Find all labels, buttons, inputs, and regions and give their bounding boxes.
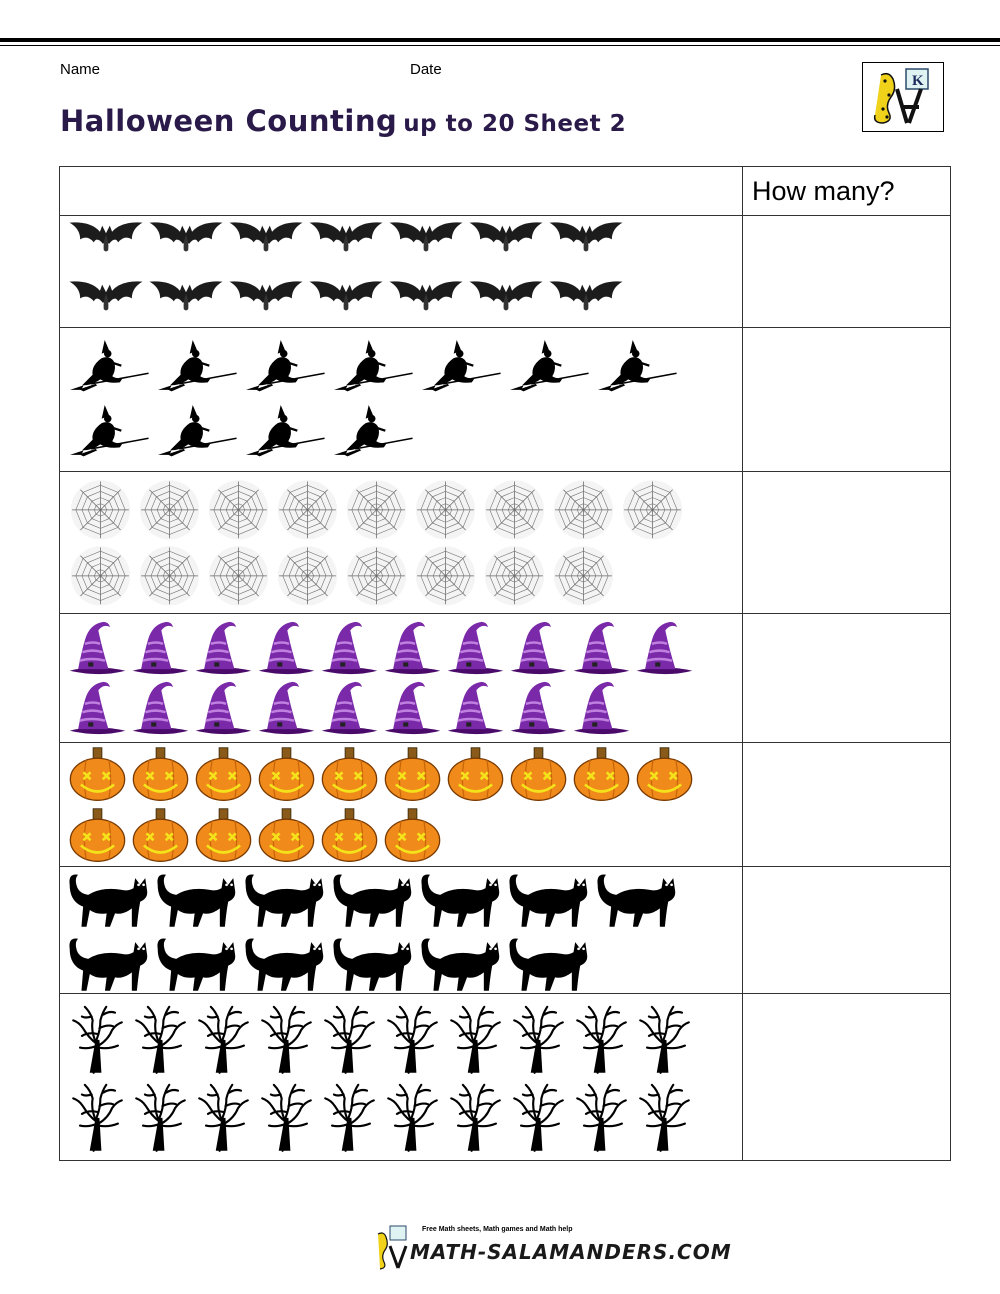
pumpkin-icon: [192, 807, 255, 863]
pumpkin-icon: [633, 746, 696, 802]
cat-icon: [594, 868, 682, 928]
pumpkin-icon: [66, 746, 129, 802]
witch-icon: [154, 402, 242, 462]
title-sub: up to 20 Sheet 2: [403, 111, 627, 137]
cat-icon: [66, 868, 154, 928]
tree-icon: [633, 1079, 696, 1153]
bat-icon: [66, 274, 146, 329]
witch-hat-icon: [255, 620, 318, 676]
bat-icon: [66, 215, 146, 270]
footer-salamander-icon: [370, 1224, 410, 1272]
pumpkin-icon: [381, 807, 444, 863]
tree-icon: [507, 1079, 570, 1153]
spiderweb-icon: [204, 545, 273, 607]
table-row: [60, 472, 951, 614]
tree-icon: [570, 1001, 633, 1075]
pumpkin-icon: [381, 746, 444, 802]
pumpkin-icon: [444, 746, 507, 802]
tree-icon: [633, 1001, 696, 1075]
footer-logo: [370, 1224, 732, 1272]
spiderweb-icon: [342, 479, 411, 541]
tree-group: [60, 995, 742, 1160]
spiderweb-group: [60, 473, 742, 613]
cat-icon: [66, 932, 154, 992]
cat-icon: [418, 868, 506, 928]
witch-hat-icon: [444, 680, 507, 736]
tree-icon: [381, 1079, 444, 1153]
spiderweb-icon: [342, 545, 411, 607]
spiderweb-icon: [618, 479, 687, 541]
table-row: [60, 743, 951, 867]
witch-picture-cell: [60, 328, 743, 472]
bat-icon: [306, 215, 386, 270]
spiderweb-icon: [204, 479, 273, 541]
answer-field[interactable]: [743, 743, 951, 867]
witch-icon: [330, 402, 418, 462]
bat-icon: [146, 274, 226, 329]
witch-hat-icon: [633, 620, 696, 676]
bat-icon: [466, 274, 546, 329]
witch-icon: [594, 337, 682, 397]
spiderweb-picture-cell: [60, 472, 743, 614]
spiderweb-icon: [66, 545, 135, 607]
witch-hat-icon: [129, 680, 192, 736]
spiderweb-icon: [273, 479, 342, 541]
cat-icon: [506, 932, 594, 992]
answer-field[interactable]: [743, 867, 951, 994]
answer-field[interactable]: [743, 328, 951, 472]
tree-icon: [192, 1001, 255, 1075]
table-row: [60, 216, 951, 328]
bat-icon: [466, 215, 546, 270]
spiderweb-icon: [66, 479, 135, 541]
witch-hat-icon: [318, 620, 381, 676]
cat-icon: [330, 868, 418, 928]
pumpkin-icon: [318, 746, 381, 802]
tree-icon: [507, 1001, 570, 1075]
spiderweb-icon: [135, 545, 204, 607]
top-rule: [0, 38, 1000, 42]
how-many-header: How many?: [743, 167, 951, 216]
spiderweb-icon: [135, 479, 204, 541]
pumpkin-group: [60, 744, 742, 866]
spiderweb-icon: [549, 479, 618, 541]
witch-hat-picture-cell: [60, 614, 743, 743]
salamander-icon: [863, 63, 943, 131]
tree-icon: [66, 1079, 129, 1153]
witch-hat-group: [60, 615, 742, 742]
table-row: [60, 867, 951, 994]
cat-icon: [242, 868, 330, 928]
pumpkin-icon: [570, 746, 633, 802]
answer-field[interactable]: [743, 994, 951, 1161]
witch-icon: [330, 337, 418, 397]
bat-icon: [226, 274, 306, 329]
tree-icon: [129, 1001, 192, 1075]
pumpkin-icon: [66, 807, 129, 863]
tree-icon: [381, 1001, 444, 1075]
salamander-logo: [862, 62, 944, 132]
cat-icon: [242, 932, 330, 992]
spiderweb-icon: [480, 545, 549, 607]
table-row: [60, 328, 951, 472]
witch-icon: [242, 337, 330, 397]
pumpkin-icon: [129, 746, 192, 802]
bat-icon: [306, 274, 386, 329]
pumpkin-icon: [318, 807, 381, 863]
tree-icon: [192, 1079, 255, 1153]
bat-icon: [546, 274, 626, 329]
cat-icon: [506, 868, 594, 928]
spiderweb-icon: [411, 479, 480, 541]
bat-icon: [386, 215, 466, 270]
witch-hat-icon: [381, 680, 444, 736]
tree-icon: [318, 1001, 381, 1075]
bat-picture-cell: [60, 216, 743, 328]
svg-text:K: K: [912, 73, 924, 89]
witch-hat-icon: [570, 680, 633, 736]
counting-table: [59, 166, 951, 1161]
witch-hat-icon: [192, 680, 255, 736]
footer-tagline: Free Math sheets, Math games and Math help: [422, 1226, 573, 1233]
witch-hat-icon: [318, 680, 381, 736]
answer-field[interactable]: [743, 216, 951, 328]
title-main: Halloween Counting: [60, 104, 398, 138]
witch-hat-icon: [507, 620, 570, 676]
spiderweb-icon: [411, 545, 480, 607]
pumpkin-icon: [129, 807, 192, 863]
tree-icon: [318, 1079, 381, 1153]
cat-picture-cell: [60, 867, 743, 994]
name-label: Name: [60, 61, 101, 78]
pumpkin-icon: [192, 746, 255, 802]
bat-icon: [226, 215, 306, 270]
witch-icon: [66, 402, 154, 462]
top-rule-thin: [0, 45, 1000, 46]
tree-picture-cell: [60, 994, 743, 1161]
table-row: [60, 614, 951, 743]
pumpkin-picture-cell: [60, 743, 743, 867]
witch-hat-icon: [255, 680, 318, 736]
witch-hat-icon: [507, 680, 570, 736]
tree-icon: [255, 1079, 318, 1153]
header-empty-cell: [60, 167, 743, 216]
spiderweb-icon: [273, 545, 342, 607]
cat-group: [60, 868, 742, 993]
date-label: Date: [410, 61, 442, 78]
witch-hat-icon: [129, 620, 192, 676]
page-title: [60, 104, 626, 138]
tree-icon: [444, 1001, 507, 1075]
tree-icon: [255, 1001, 318, 1075]
witch-hat-icon: [192, 620, 255, 676]
spiderweb-icon: [549, 545, 618, 607]
pumpkin-icon: [255, 746, 318, 802]
witch-icon: [242, 402, 330, 462]
footer-site: MATH-SALAMANDERS.COM: [410, 1240, 732, 1264]
tree-icon: [129, 1079, 192, 1153]
pumpkin-icon: [507, 746, 570, 802]
table-row: [60, 994, 951, 1161]
witch-icon: [506, 337, 594, 397]
cat-icon: [154, 932, 242, 992]
cat-icon: [330, 932, 418, 992]
witch-hat-icon: [381, 620, 444, 676]
pumpkin-icon: [255, 807, 318, 863]
answer-field[interactable]: [743, 614, 951, 743]
witch-hat-icon: [444, 620, 507, 676]
witch-icon: [154, 337, 242, 397]
tree-icon: [66, 1001, 129, 1075]
tree-icon: [570, 1079, 633, 1153]
witch-hat-icon: [570, 620, 633, 676]
witch-hat-icon: [66, 680, 129, 736]
cat-icon: [154, 868, 242, 928]
header-row: [60, 167, 951, 216]
bat-group: [60, 217, 742, 327]
witch-hat-icon: [66, 620, 129, 676]
bat-icon: [386, 274, 466, 329]
bat-icon: [546, 215, 626, 270]
witch-icon: [66, 337, 154, 397]
witch-icon: [418, 337, 506, 397]
bat-icon: [146, 215, 226, 270]
witch-group: [60, 329, 742, 471]
answer-field[interactable]: [743, 472, 951, 614]
tree-icon: [444, 1079, 507, 1153]
cat-icon: [418, 932, 506, 992]
spiderweb-icon: [480, 479, 549, 541]
